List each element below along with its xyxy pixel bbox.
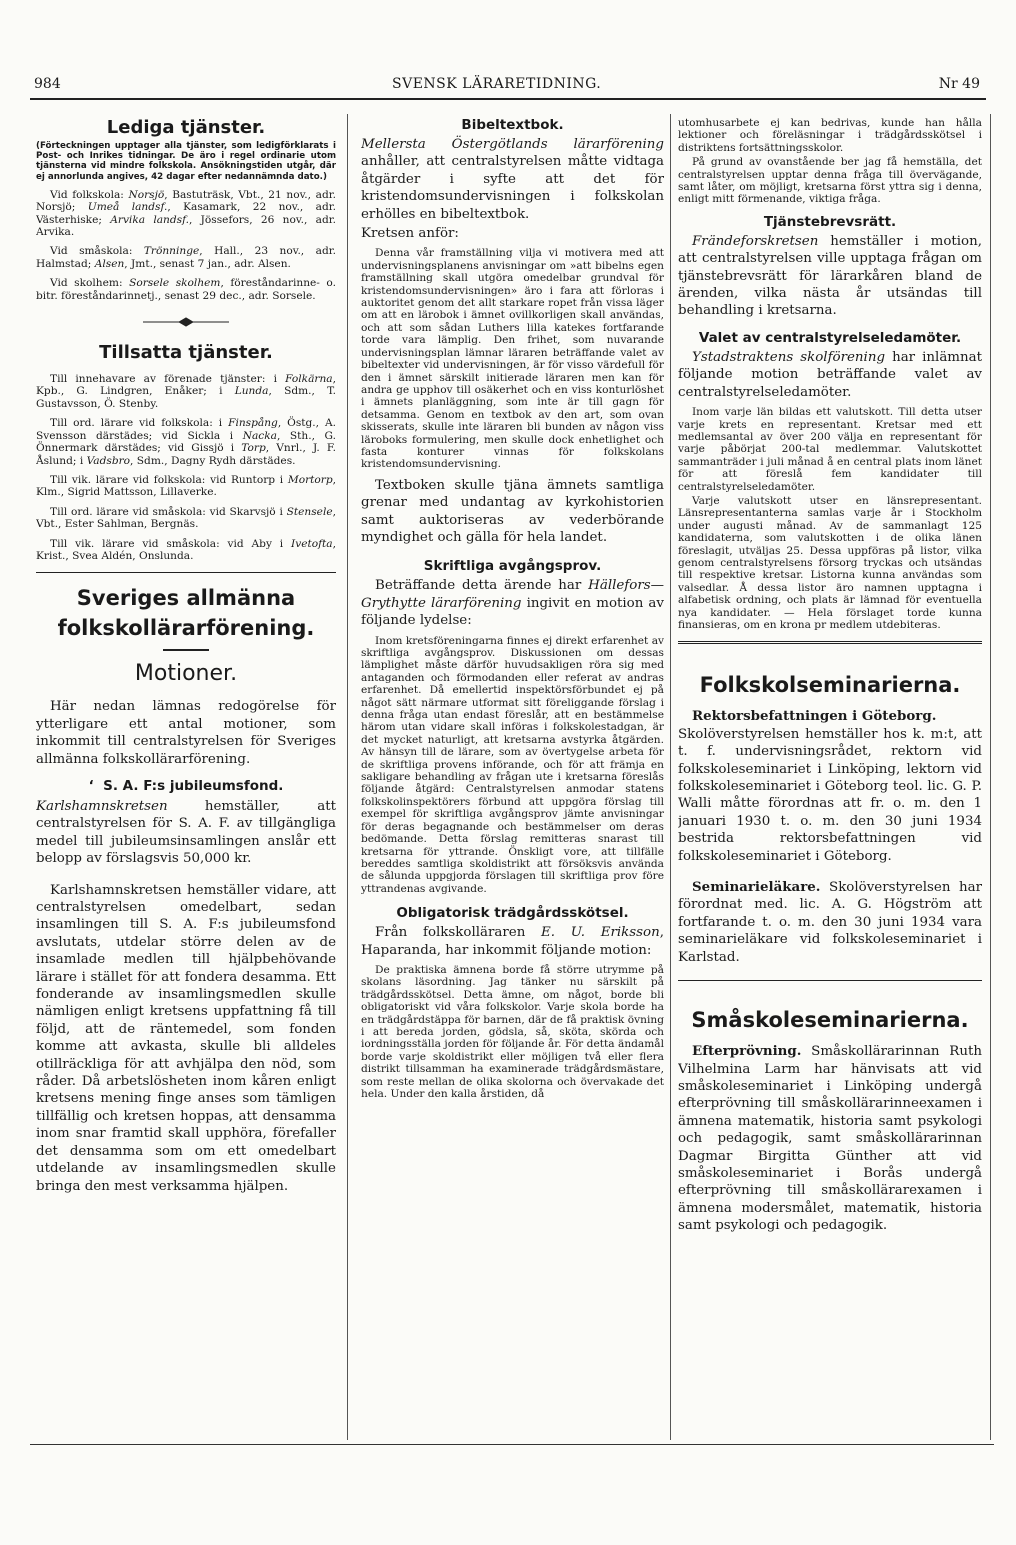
text: , Sdm., T. Gustavsson, Ö. Stenby.: [36, 385, 336, 410]
journal-title: SVENSK LÄRARETIDNING.: [392, 76, 602, 92]
tradgard-p1: [361, 924, 664, 959]
valet-p3: Varje valutskott utser en länsrepresentant. Länsrepresentanterna samlas varje år i Stockholm under augusti månad. Av de sammanlagt 125 kandidaterna, som valutskotten i de olika länen föreslagit, utväljas 25. Dessa uppföras på listor, vilka genom centralstyrelsens försorg tryckas och utsändas till respektive kretsar. Listorna kunna användas som valsedlar. Å dessa listor äro namnen upptagna i alfabetisk ordning, och plats är lämnad för eventuella nya kandidater. — Hela förslaget torde kunna finansieras, om en krona pr medlem utdebiteras.: [678, 494, 982, 631]
text: Vid skolhem:: [50, 277, 130, 290]
text: , Klm., Sigrid Mattsson, Lillaverke.: [36, 473, 336, 499]
text: Till vik. lärare vid folkskola: vid Runtorp i: [50, 473, 288, 486]
column-divider: [990, 114, 991, 1440]
place-name: Folkärna: [285, 373, 333, 386]
tjanstebrevsratt-title: Tjänstebrevsrätt.: [763, 213, 897, 230]
tradgard-continued-2: På grund av ovanstående ber jag få hemställa, det centralstyrelsen upptar denna fråga till övervägande, samt låter, om möjligt, kretsarna först yttra sig i denna, enligt mitt förmenande, viktiga fråga.: [678, 156, 982, 206]
author: Mellersta Östergötlands lärarförening: [361, 137, 664, 152]
text: , Jössefors, 26 nov., adr. Arvika.: [36, 213, 336, 239]
text: , Sdm., Dagny Rydh därstädes.: [130, 454, 296, 467]
bibeltextbok-p1: [361, 136, 664, 223]
section-title-lediga: Lediga tjänster.: [106, 117, 266, 138]
text: Till ord. lärare vid småskola: vid Skarvsjö i: [50, 505, 287, 518]
place-name: Stensele: [286, 505, 333, 518]
text: , Krist., Svea Aldén, Onslunda.: [36, 537, 336, 562]
section-rule: [678, 980, 982, 981]
text: , Haparanda, har inkommit följande motion:: [361, 925, 664, 958]
place-name: Ivetofta: [291, 537, 333, 550]
text: anhåller, att centralstyrelsen måtte vidtaga åtgärder i syfte att det för kristendomsundervisningen i folkskolan erhölles en bibeltextbok.: [361, 154, 664, 222]
place-name: Alsen: [94, 257, 125, 270]
smaskoleseminarierna-title: Småskoleseminarierna.: [691, 1008, 969, 1033]
text: Till vik. lärare vid småskola: vid Aby i: [50, 537, 292, 550]
place-name: Nacka: [242, 429, 277, 442]
jubileumsfond-title: [36, 778, 336, 794]
place-name: Trönninge: [143, 245, 200, 258]
jubileumsfond-p2: Karlshamnskretsen hemställer vidare, att centralstyrelsen omedelbart, sedan insamlingen till S. A. F:s jubileumsfond avslutats, utdelar större delen av de insamlade medlen till hjälpbehövande lärare i stället för att fondera desamma. Ett fonderande av insamlingsmedlen skulle nämligen enligt kretsens uppfattning få till följd, att de räntemedel, som fonden komme att avkasta, skulle bli alldeles otillräckliga för att avhjälpa den nöd, som råder. Då arbetslösheten inom kåren enligt kretsens mening finge anses som tämligen tillfällig och kretsen hoppas, att densamma inom snar framtid skall upphöra, förefaller det densamma som om ett omedelbart utdelande av insamlingsmedlen skulle bringa den mest verksamma hjälpen.: [36, 882, 336, 1194]
place-name: Umeå landsf.: [87, 201, 168, 214]
text: Vid folkskola:: [50, 188, 129, 201]
bibeltextbok-p3: Denna vår framställning vilja vi motivera med att undervisningsplanens anvisningar om »att bibelns egen framställning skall utgöra omedelbar grundval för kristendomsundervisningen» äro i fara att förloras i auktoritet genom det allt starkare ropet från vissa läger om att en lärobok i ämnet ovillkorligen skall användas, och att som sådan Luthers lilla katekes fortfarande torde vara lämplig. Den frihet, som nuvarande undervisningsplan lämnar läraren beträffande valet av bibeltexter vid undervisningen, är för visso värdefull för den i ämnet särskilt initierade läraren men kan för andra ge upphov till osäkerhet och en viss konturlöshet i ämnets planläggning, som inte är till gagn för detsamma. Genom en textbok av den art, som ovan skisserats, skulle inte läraren bli bunden av någon viss läroboks formulering, men skulle dock enhetlighet och fasta konturer vinnas för folkskolans kristendomsundervisning.: [361, 247, 664, 471]
column-divider: [670, 114, 671, 1440]
tjanstebrevsratt-p1: [678, 233, 982, 320]
page-bottom-rule: [30, 1444, 994, 1445]
text: , föreståndarinne- o. bitr. föreståndarinnetj., senast 29 dec., adr. Sorsele.: [36, 277, 336, 302]
header-rule: [30, 98, 986, 100]
text: , Vnrl., J. F. Åslund; i: [36, 442, 336, 467]
title: S. A. F:s jubileumsfond.: [103, 777, 284, 794]
avgangsprov-p2: Inom kretsföreningarna finnes ej direkt erfarenhet av skriftliga avgångsprov. Diskussionen om dessas lämplighet måste därför huvudsakligen röra sig med antaganden och förmodanden eller referat av andras erfarenhet. Då emellertid inspektörsförbundet ej på något sätt närmare utformat sitt föreliggande förslag i denna fråga utan endast föreslår, att en bestämmelse härom utan vidare skall införas i folkskolestadgan, är det mycket naturligt, att kretsarna avstyrka åtgärden. Av hänsyn till de lärare, som av övertygelse arbeta för de skriftliga provens införande, och för att främja en sakligare behandling av frågan ute i kretsarna föreslås följande åtgärd: Centralstyrelsen anmodar statens folkskolinspektörers förbund att uppgöra förslag till exempel för skriftliga avgångsprov jämte anvisningar för deras begagnande och bestämmelser om deras bedömande. Detta förslag remitteras snarast till kretsarna för yttrande. Önskligt vore, att tillfälle bereddes samtliga skoldistrikt att försöksvis använda de sålunda uppgjorda förslagen till skriftliga prov före yttrandenas avgivande.: [361, 634, 664, 895]
text: Till ord. lärare vid folkskola: i: [50, 417, 229, 430]
tillsatta-forenade: [36, 373, 336, 410]
folkskolseminarierna-p2: [678, 879, 982, 966]
place-name: Vadsbro: [86, 454, 131, 467]
valet-title: Valet av centralstyrelseledamöter.: [698, 329, 962, 346]
text: Till innehavare av förenade tjänster: i: [50, 373, 286, 386]
author: E. U. Eriksson: [541, 925, 660, 941]
place-name: Mortorp: [287, 473, 333, 486]
jubileumsfond-p1: [36, 798, 336, 868]
page-number: 984: [34, 76, 61, 92]
saf-title-line: Sveriges allmänna: [76, 586, 296, 611]
subheading: Rektorsbefattningen i Göteborg.: [692, 708, 937, 725]
text: , Kasamark, 22 nov., adr. Västerhiske;: [36, 201, 336, 226]
valet-p2: Inom varje län bildas ett valutskott. Till detta utser varje krets en representant. Kretsar med ett medlemsantal av över 200 välja en representant för varje påbörjat 200-tal medlemmar. Valutskottet sammanträder i juli månad å en central plats inom länet för att föreslå fem kandidater till centralstyrelseledamöter.: [678, 406, 982, 493]
author: Hällefors—Grythytte lärarförening: [361, 578, 664, 611]
lediga-smaskola: [36, 245, 336, 270]
text: har inlämnat följande motion beträffande valet av centralstyrelseledamöter.: [678, 349, 982, 400]
text: , Hall., 23 nov., adr. Halmstad;: [36, 245, 336, 270]
saf-title: [36, 583, 336, 643]
saf-title-line: folkskollärarförening.: [57, 616, 315, 641]
folkskolseminarierna-title: Folkskolseminarierna.: [699, 673, 961, 698]
text: hemställer i motion, att centralstyrelsen ville upptaga frågan om tjänstebrevsrätt för lärarkåren bland de ärenden, vilka nästa år utsändas till behandling i kretsarna.: [678, 233, 982, 319]
short-rule: [163, 649, 209, 651]
smaskoleseminarierna-p1: [678, 1043, 982, 1234]
column-divider: [347, 114, 348, 1440]
tradgard-p2: De praktiska ämnena borde få större utrymme på skolans läsordning. Jag tänker nu särskilt på trädgårdsskötsel. Detta ämne, om något, borde bli obligatoriskt vid våra folkskolor. Varje skola borde ha en trädgårdstäppa för barnen, där de få praktisk övning i att bereda jorden, gödsla, så, sköta, skörda och iordningsställa jorden för följande år. För detta ändamål borde varje skoldistrikt eller möjligen två eller flera distrikt tillsamman ha examinerade trädgårdsmästare, som reste mellan de olika skolorna och övervakade det hela. Under den kalla årstiden, då: [361, 963, 664, 1100]
text: Beträffande detta ärende har: [375, 578, 589, 594]
bibeltextbok-title: Bibeltextbok.: [461, 117, 564, 133]
text: Småskollärarinnan Ruth Vilhelmina Larm har hänvisats att vid småskoleseminariet i Linköping undergå efterprövning till småskollärarinneexamen i ämnena matematik, historia samt psykologi och pedagogik, samt småskollärarinnan Dagmar Birgitta Günther att vid småskoleseminariet i Borås undergå efterprövning till småskollärarexamen i ämnena modersmålet, matematik, historia samt psykologi och pedagogik.: [678, 1044, 982, 1234]
ornament-divider: [141, 316, 231, 328]
text: Skolöverstyrelsen hemställer hos k. m:t, att t. f. undervisningsrådet, rektorn vid folkskoleseminariet i Linköping, lektorn vid folkskoleseminariet i Göteborg teol. lic. G. P. Walli måtte förordnas att fr. o. m. den 1 januari 1930 t. o. m. den 30 juni 1934 bestrida rektorsbefattningen vid folkskoleseminariet i Göteborg.: [678, 726, 982, 864]
subheading: Efterprövning.: [692, 1043, 802, 1060]
text: Vid småskola:: [50, 245, 144, 258]
place-name: Torp: [241, 442, 266, 455]
tillsatta-vik-folkskola: [36, 474, 336, 499]
motioner-intro: Här nedan lämnas redogörelse för ytterligare ett antal motioner, som inkommit till centralstyrelsen för Sveriges allmänna folkskollärarförening.: [36, 699, 336, 767]
issue-number: Nr 49: [938, 76, 980, 92]
folkskolseminarierna-p1: [678, 708, 982, 865]
place-name: Finspång: [228, 417, 278, 430]
text: , Sth., G. Önnermark därstädes; vid Gissjö i: [36, 429, 336, 455]
section-rule: [678, 641, 982, 644]
tillsatta-ord-folkskola: [36, 417, 336, 467]
tillsatta-vik-smaskola: [36, 538, 336, 563]
lediga-folkskola: [36, 189, 336, 239]
text: , Jmt., senast 7 jan., adr. Alsen.: [124, 257, 291, 270]
section-title-tillsatta: Tillsatta tjänster.: [99, 342, 273, 364]
author: Ystadstraktens skolförening: [692, 349, 886, 365]
bibeltextbok-p2: Kretsen anför:: [361, 226, 459, 242]
bibeltextbok-p4: Textboken skulle tjäna ämnets samtliga grenar med undantag av kyrkohistorien samt auktoriseras av vederbörande myndighet och gälla för hela landet.: [361, 477, 664, 545]
place-name: Lunda: [234, 385, 269, 398]
lediga-note: (Förteckningen upptager alla tjänster, som ledigförklarats i Post- och Inrikes tidningar. De äro i regel ordinarie utom tjänsterna vid mindre folkskola. Ansökningstiden utgår, där ej annorlunda angives, 42 dagar efter nedannämnda dato.): [36, 141, 336, 182]
tradgard-continued: utomhusarbete ej kan bedrivas, kunde han hålla lektioner och föreläsningar i trädgårdsskötsel i distriktens fortsättningsskolor.: [678, 117, 982, 154]
tillsatta-ord-smaskola: [36, 506, 336, 531]
right-column: [678, 117, 982, 1443]
lediga-skolhem: [36, 277, 336, 302]
text: Från folkskolläraren: [375, 925, 542, 941]
mark: ‘: [88, 777, 94, 794]
author: Frändeforskretsen: [692, 233, 819, 249]
left-column: [36, 117, 336, 1443]
place-name: Norsjö: [128, 188, 165, 201]
avgangsprov-p1: [361, 577, 664, 629]
place-name: Arvika landsf.: [110, 213, 190, 226]
section-rule: [36, 572, 336, 573]
text: , Kpb., G. Lindgren, Enåker; i: [36, 373, 336, 398]
middle-column: [361, 117, 664, 1443]
place-name: Sorsele skolhem: [129, 277, 221, 290]
tradgard-title: Obligatorisk trädgårdsskötsel.: [396, 905, 629, 922]
motioner-title: Motioner.: [134, 661, 238, 687]
text: , Vbt., Ester Sahlman, Bergnäs.: [36, 505, 336, 531]
text: Skolöverstyrelsen har förordnat med. lic. A. G. Högström att fortfarande t. o. m. den 30 juni 1934 vara seminarieläkare vid folkskoleseminariet i Karlstad.: [678, 880, 982, 965]
subheading: Seminarieläkare.: [692, 879, 821, 896]
text: hemställer, att centralstyrelsen för S. A. F. av tillgängliga medel till jubileumsinsamlingen anslår ett belopp av förslagsvis 50,000 kr.: [36, 798, 336, 867]
text: ingivit en motion av följande lydelse:: [361, 595, 664, 629]
author: Karlshamnskretsen: [36, 798, 168, 814]
text: , Bastuträsk, Vbt., 21 nov., adr. Norsjö;: [36, 188, 336, 214]
valet-p1: [678, 349, 982, 401]
avgangsprov-title: Skriftliga avgångsprov.: [423, 558, 602, 575]
text: , Östg., A. Svensson därstädes; vid Sickla i: [36, 417, 336, 442]
